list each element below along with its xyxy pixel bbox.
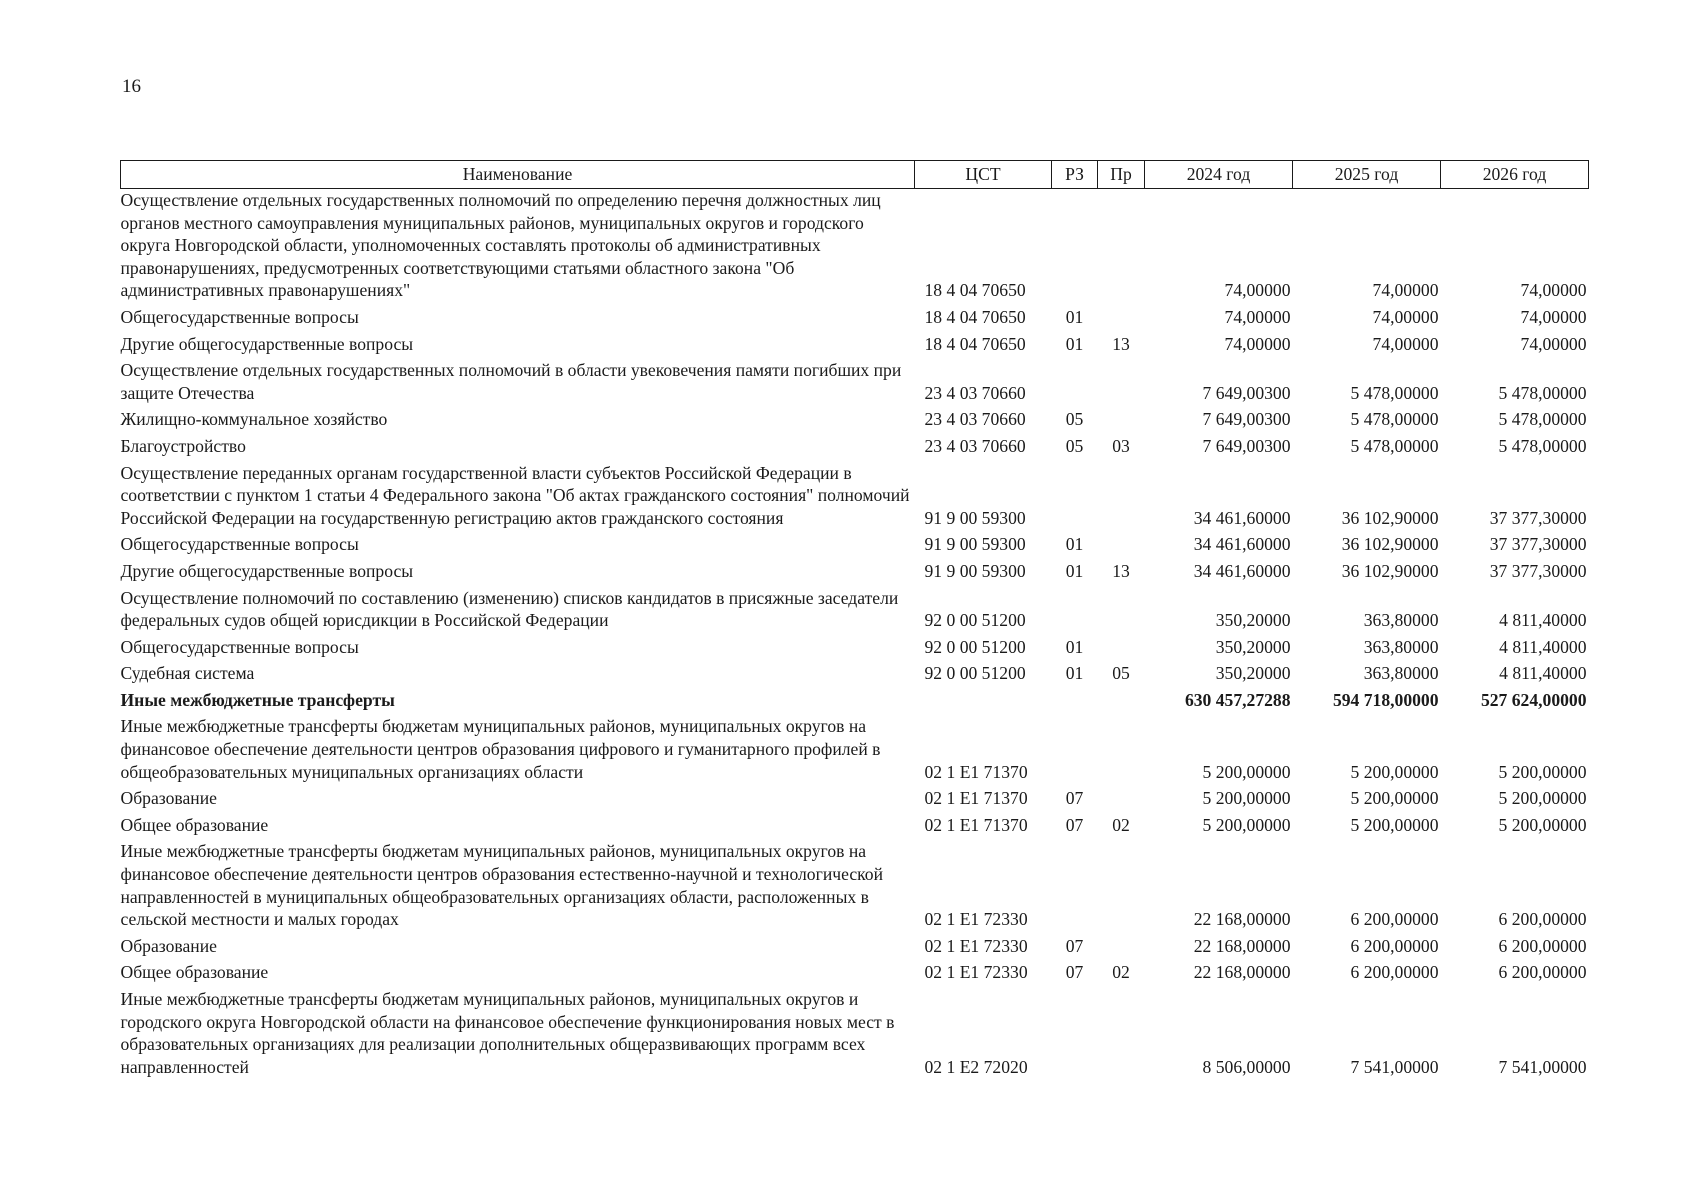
row-name: Общее образование [120,962,269,983]
row-rz [1052,462,1098,534]
table-row [121,636,1589,663]
row-name: Осуществление переданных органам государственной власти субъектов Российской Федерации в соответствии с пунктом 1 статьи 4 Федерального закона "Об актах гражданского состояния" полномочий Российской Федерации на государственную регистрацию актов гражданского состояния [120,462,910,528]
row-2026-value: 74,00000 [1520,280,1587,301]
row-2025-value: 74,00000 [1372,280,1439,301]
row-2024-value: 34 461,60000 [1193,507,1291,528]
row-rz: 01 [1065,534,1084,555]
row-2024-value: 34 461,60000 [1193,560,1291,581]
table-row [121,408,1589,435]
row-cst: 02 1 E1 71370 [924,761,1028,782]
row-2024-value: 74,00000 [1224,306,1291,327]
row-pr [1098,988,1145,1082]
row-rz: 07 [1065,935,1084,956]
row-name: Иные межбюджетные трансферты [120,689,395,710]
row-2026-value: 4 811,40000 [1499,663,1587,684]
table-row [121,935,1589,962]
row-2024-value: 7 649,00300 [1202,382,1291,403]
row-cst: 92 0 00 51200 [924,663,1026,684]
row-2026-value: 5 200,00000 [1498,814,1587,835]
row-cst: 91 9 00 59300 [924,507,1026,528]
row-pr: 03 [1112,435,1130,456]
row-2025-value: 74,00000 [1372,306,1439,327]
row-rz: 05 [1065,435,1084,456]
row-2024-value: 5 200,00000 [1202,761,1291,782]
page-number: 16 [122,76,141,97]
row-cst: 02 1 E2 72020 [924,1056,1028,1077]
row-name: Осуществление отдельных государственных полномочий в области увековечения памяти погибших при защите Отечества [120,360,902,403]
row-2024-value: 7 649,00300 [1202,435,1291,456]
row-pr: 13 [1112,560,1130,581]
row-2024-value: 74,00000 [1224,280,1291,301]
row-2025-value: 5 478,00000 [1350,435,1439,456]
row-2026-value: 6 200,00000 [1498,962,1587,983]
row-cst: 18 4 04 70650 [924,306,1026,327]
row-rz: 01 [1065,333,1084,354]
row-name: Общегосударственные вопросы [120,534,359,555]
row-2026-value: 74,00000 [1520,306,1587,327]
row-pr [1098,840,1145,934]
row-2025-value: 5 478,00000 [1350,382,1439,403]
row-pr [1098,533,1145,560]
row-cst: 92 0 00 51200 [924,610,1026,631]
row-cst: 92 0 00 51200 [924,636,1026,657]
row-cst: 23 4 03 70660 [924,382,1026,403]
table-row [121,306,1589,333]
row-rz: 07 [1065,788,1084,809]
table-row [121,533,1589,560]
row-2025-value: 6 200,00000 [1350,935,1439,956]
row-2025-value: 5 200,00000 [1350,814,1439,835]
row-2026-value: 5 200,00000 [1498,788,1587,809]
header-cst: ЦСТ [915,161,1052,189]
row-2026-value: 37 377,30000 [1489,534,1587,555]
table-row [121,814,1589,841]
row-2024-value: 74,00000 [1224,333,1291,354]
row-rz [1052,359,1098,408]
row-cst: 23 4 03 70660 [924,435,1026,456]
row-rz [1052,988,1098,1082]
row-2024-value: 22 168,00000 [1193,909,1291,930]
row-rz: 01 [1065,663,1084,684]
row-2024-value: 350,20000 [1215,663,1291,684]
row-2024-value: 7 649,00300 [1202,409,1291,430]
row-2026-value: 5 478,00000 [1498,382,1587,403]
header-rz: РЗ [1052,161,1098,189]
row-2026-value: 4 811,40000 [1499,636,1587,657]
row-2025-value: 36 102,90000 [1341,534,1439,555]
header-2024: 2024 год [1145,161,1293,189]
row-name: Осуществление полномочий по составлению (изменению) списков кандидатов в присяжные заседатели федеральных судов общей юрисдикции в Российской Федерации [120,587,899,631]
row-pr [1098,715,1145,787]
table-row [121,587,1589,636]
row-rz: 01 [1065,636,1084,657]
budget-table [120,160,1589,1082]
row-pr: 02 [1112,814,1130,835]
table-row [121,359,1589,408]
row-2024-value: 22 168,00000 [1193,962,1291,983]
row-name: Осуществление отдельных государственных полномочий по определению перечня должностных лиц органов местного самоуправления муниципальных районов, муниципальных округов и городского округа Новгородской области, уполномоченных составлять протоколы об административных правонарушениях, предусмотренных соответствующими статьями областного закона "Об административных правонарушениях" [120,190,881,301]
row-2025-value: 5 200,00000 [1350,761,1439,782]
header-pr: Пр [1098,161,1145,189]
row-name: Иные межбюджетные трансферты бюджетам муниципальных районов, муниципальных округов на финансовое обеспечение деятельности центров образования естественно-научной и технологической направленностей в муниципальных общеобразовательных организациях области, расположенных в сельской местности и малых городах [120,841,884,930]
row-name: Другие общегосударственные вопросы [120,560,414,581]
row-2024-value: 630 457,27288 [1184,689,1291,710]
row-pr: 13 [1112,333,1130,354]
row-cst: 02 1 E1 71370 [924,788,1028,809]
row-rz [1052,715,1098,787]
row-pr: 02 [1112,962,1130,983]
table-row [121,333,1589,360]
row-2025-value: 7 541,00000 [1350,1056,1439,1077]
row-2025-value: 6 200,00000 [1350,962,1439,983]
table-row [121,787,1589,814]
row-name: Образование [120,935,217,956]
row-2025-value: 363,80000 [1363,663,1439,684]
table-row [121,961,1589,988]
row-2026-value: 37 377,30000 [1489,507,1587,528]
row-rz: 07 [1065,962,1084,983]
header-2025: 2025 год [1293,161,1441,189]
row-rz [1052,587,1098,636]
row-2025-value: 363,80000 [1363,636,1439,657]
row-2024-value: 350,20000 [1215,636,1291,657]
row-2025-value: 5 478,00000 [1350,409,1439,430]
table-row [121,435,1589,462]
row-2024-value: 34 461,60000 [1193,534,1291,555]
row-pr [1098,462,1145,534]
row-2025-value: 74,00000 [1372,333,1439,354]
row-cst: 02 1 E1 72330 [924,962,1028,983]
row-2025-value: 5 200,00000 [1350,788,1439,809]
row-2026-value: 6 200,00000 [1498,909,1587,930]
row-rz [1052,189,1098,306]
row-2025-value: 594 718,00000 [1332,689,1439,710]
row-cst [915,689,1052,716]
row-cst: 23 4 03 70660 [924,409,1026,430]
row-cst: 91 9 00 59300 [924,534,1026,555]
row-pr: 05 [1112,663,1130,684]
row-2025-value: 6 200,00000 [1350,909,1439,930]
row-2024-value: 8 506,00000 [1202,1056,1291,1077]
row-rz: 05 [1065,409,1084,430]
row-name: Общегосударственные вопросы [120,636,359,657]
table-row [121,560,1589,587]
row-pr [1098,306,1145,333]
row-2024-value: 350,20000 [1215,610,1291,631]
table-row [121,840,1589,934]
row-2026-value: 4 811,40000 [1499,610,1587,631]
table-row [121,715,1589,787]
table-row [121,462,1589,534]
table-row [121,662,1589,689]
row-pr [1098,587,1145,636]
row-2025-value: 363,80000 [1363,610,1439,631]
table-header-row [121,161,1589,189]
row-2026-value: 527 624,00000 [1480,689,1587,710]
row-pr [1098,359,1145,408]
table-row [121,689,1589,716]
row-name: Иные межбюджетные трансферты бюджетам муниципальных районов, муниципальных округов на финансовое обеспечение деятельности центров образования цифрового и гуманитарного профилей в общеобразовательных муниципальных организациях области [120,716,881,782]
row-rz: 01 [1065,560,1084,581]
row-pr [1098,408,1145,435]
row-2025-value: 36 102,90000 [1341,560,1439,581]
row-2026-value: 74,00000 [1520,333,1587,354]
row-2026-value: 5 478,00000 [1498,409,1587,430]
row-2026-value: 6 200,00000 [1498,935,1587,956]
row-pr [1098,636,1145,663]
row-cst: 02 1 E1 72330 [924,935,1028,956]
row-name: Образование [120,788,217,809]
row-2026-value: 5 478,00000 [1498,435,1587,456]
row-pr [1098,189,1145,306]
row-cst: 18 4 04 70650 [924,280,1026,301]
row-cst: 02 1 E1 71370 [924,814,1028,835]
row-name: Общее образование [120,814,269,835]
header-2026: 2026 год [1441,161,1589,189]
row-pr [1098,935,1145,962]
row-name: Жилищно-коммунальное хозяйство [120,409,388,430]
row-2026-value: 37 377,30000 [1489,560,1587,581]
row-cst: 18 4 04 70650 [924,333,1026,354]
row-name: Общегосударственные вопросы [120,306,359,327]
row-cst: 02 1 E1 72330 [924,909,1028,930]
row-2026-value: 7 541,00000 [1498,1056,1587,1077]
row-rz [1052,840,1098,934]
row-cst: 91 9 00 59300 [924,560,1026,581]
row-2024-value: 22 168,00000 [1193,935,1291,956]
header-name: Наименование [121,161,915,189]
row-name: Иные межбюджетные трансферты бюджетам муниципальных районов, муниципальных округов и городского округа Новгородской области на финансовое обеспечение функционирования новых мест в образовательных организациях для реализации дополнительных общеразвивающих программ всех направленностей [120,989,895,1077]
row-name: Другие общегосударственные вопросы [120,333,414,354]
row-2024-value: 5 200,00000 [1202,814,1291,835]
row-2025-value: 36 102,90000 [1341,507,1439,528]
row-2024-value: 5 200,00000 [1202,788,1291,809]
row-pr [1098,689,1145,716]
row-rz: 07 [1065,814,1084,835]
row-rz: 01 [1065,306,1084,327]
table-body [121,189,1589,1083]
table-row [121,988,1589,1082]
row-pr [1098,787,1145,814]
row-2026-value: 5 200,00000 [1498,761,1587,782]
row-rz [1052,689,1098,716]
row-name: Благоустройство [120,435,246,456]
row-name: Судебная система [120,663,255,684]
table-row [121,189,1589,306]
